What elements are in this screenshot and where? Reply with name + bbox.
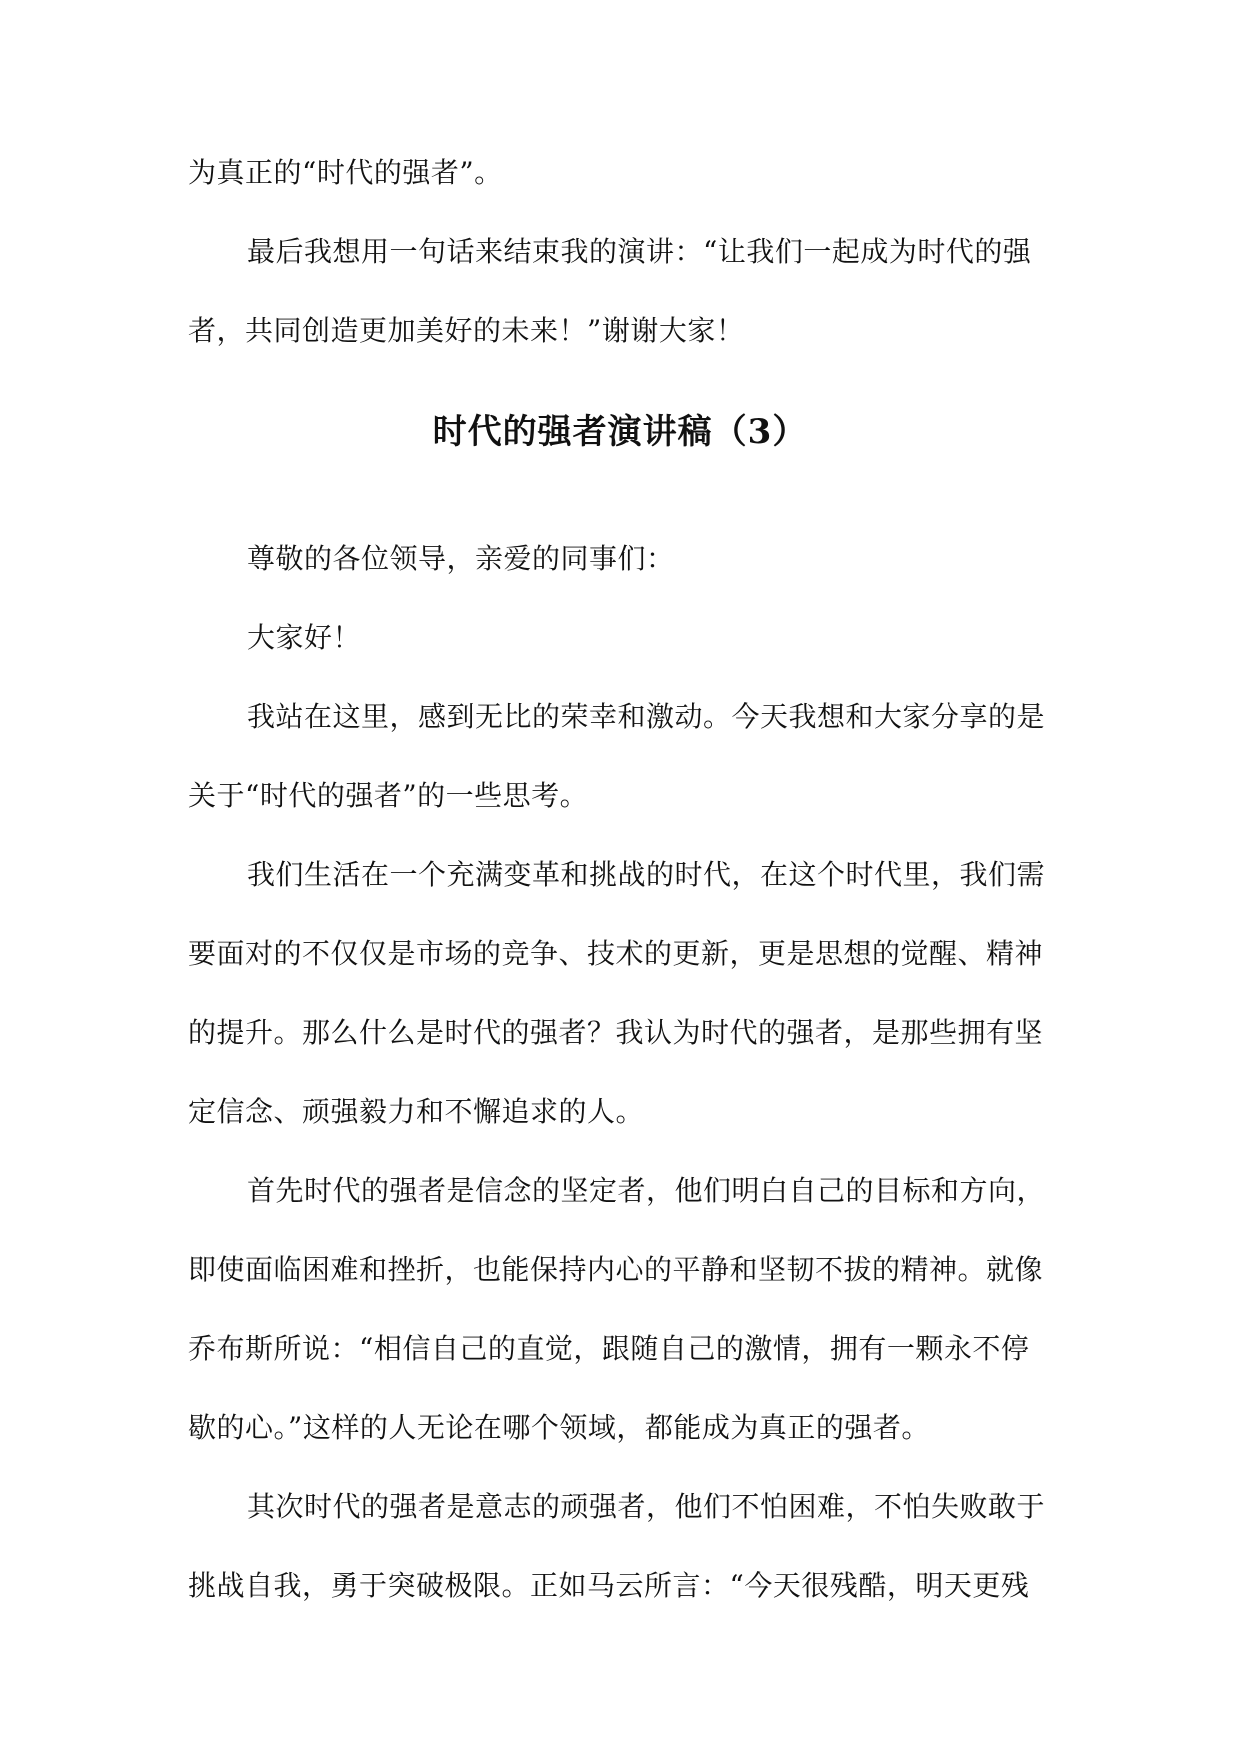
paragraph-line: 定信念、顽强毅力和不懈追求的人。 [188, 1095, 645, 1128]
paragraph-line: 关于“时代的强者”的一些思考。 [188, 779, 589, 812]
paragraph-line: 最后我想用一句话来结束我的演讲：“让我们一起成为时代的强 [247, 235, 1032, 268]
paragraph-line: 我们生活在一个充满变革和挑战的时代，在这个时代里，我们需 [247, 858, 1046, 891]
paragraph-line: 的提升。那么什么是时代的强者？我认为时代的强者，是那些拥有坚 [188, 1016, 1044, 1049]
paragraph-line: 尊敬的各位领导，亲爱的同事们： [247, 542, 675, 575]
paragraph-line: 者，共同创造更加美好的未来！”谢谢大家！ [188, 314, 745, 347]
paragraph-line: 我站在这里，感到无比的荣幸和激动。今天我想和大家分享的是 [247, 700, 1046, 733]
paragraph-line: 其次时代的强者是意志的顽强者，他们不怕困难，不怕失败敢于 [247, 1490, 1046, 1523]
paragraph-line: 乔布斯所说：“相信自己的直觉，跟随自己的激情，拥有一颗永不停 [188, 1332, 1030, 1365]
paragraph-line: 即使面临困难和挫折，也能保持内心的平静和坚韧不拔的精神。就像 [188, 1253, 1044, 1286]
section-title: 时代的强者演讲稿（3） [432, 412, 808, 452]
paragraph-line: 为真正的“时代的强者”。 [188, 156, 503, 189]
paragraph-line: 首先时代的强者是信念的坚定者，他们明白自己的目标和方向， [247, 1174, 1046, 1207]
paragraph-line: 要面对的不仅仅是市场的竞争、技术的更新，更是思想的觉醒、精神 [188, 937, 1044, 970]
paragraph-line: 歇的心。”这样的人无论在哪个领域，都能成为真正的强者。 [188, 1411, 930, 1444]
paragraph-line: 挑战自我，勇于突破极限。正如马云所言：“今天很残酷，明天更残 [188, 1569, 1030, 1602]
paragraph-line: 大家好！ [247, 621, 362, 654]
